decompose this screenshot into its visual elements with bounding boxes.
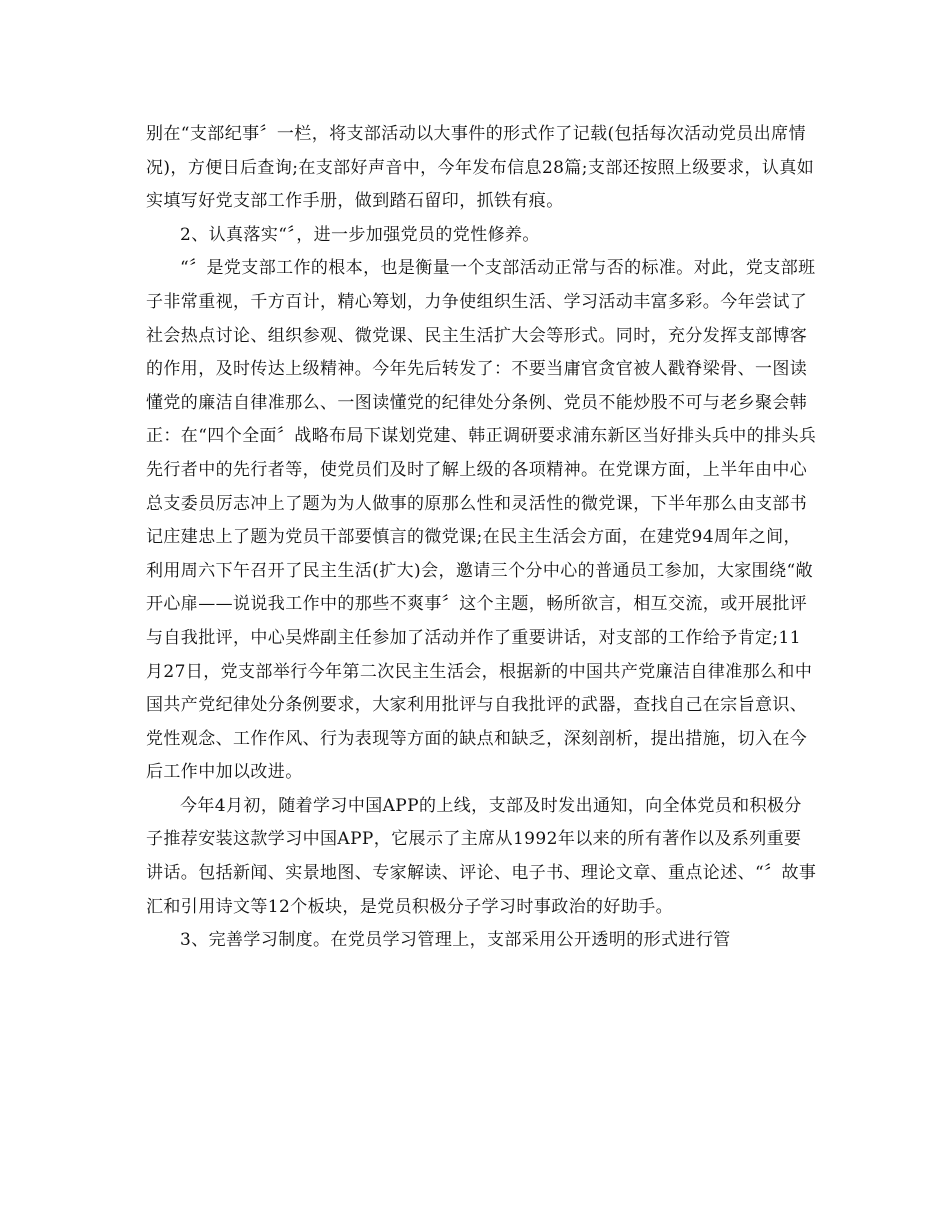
paragraph-5: 3、完善学习制度。在党员学习管理上，支部采用公开透明的形式进行管 xyxy=(180,930,731,951)
paragraph-4: 今年4月初，随着学习中国APP的上线，支部及时发出通知，向全体党员和积极分子推荐安装这款学习中国APP，它展示了主席从1992年以来的所有著作以及系列重要讲话。包括新闻、实景地图、专家解读、评论、电子书、理论文章、重点论述、“〞故事汇和引用诗文等12个板块，是党员积极分子学习时事政治的好助手。 xyxy=(146,795,817,917)
paragraph-3: “〞是党支部工作的根本，也是衡量一个支部活动正常与否的标准。对此，党支部班子非常重视，千方百计，精心筹划，力争使组织生活、学习活动丰富多彩。今年尝试了社会热点讨论、组织参观、微党课、民主生活扩大会等形式。同时，充分发挥支部博客的作用，及时传达上级精神。今年先后转发了：不要当庸官贪官被人戳脊梁骨、一图读懂党的廉洁自律准那么、一图读懂党的纪律处分条例、党员不能炒股不可与老乡聚会韩正：在“四个全面〞战略布局下谋划党建、韩正调研要求浦东新区当好排头兵中的排头兵先行者中的先行者等，使党员们及时了解上级的各项精神。在党课方面，上半年由中心总支委员厉志冲上了题为为人做事的原那么性和灵活性的微党课，下半年那么由支部书记庄建忠上了题为党员干部要慎言的微党课;在民主生活会方面，在建党94周年之间，利用周六下午召开了民主生活(扩大)会，邀请三个分中心的普通员工参加，大家围绕“敞开心扉——说说我工作中的那些不爽事〞这个主题，畅所欲言，相互交流，或开展批评与自我批评，中心吴烨副主任参加了活动并作了重要讲话，对支部的工作给予肯定;11月27日，党支部举行今年第二次民主生活会，根据新的中国共产党廉洁自律准那么和中国共产党纪律处分条例要求，大家利用批评与自我批评的武器，查找自己在宗旨意识、党性观念、工作作风、行为表现等方面的缺点和缺乏，深刻剖析，提出措施，切入在今后工作中加以改进。 xyxy=(146,258,817,783)
paragraph-1: 别在“支部纪事〞一栏，将支部活动以大事件的形式作了记载(包括每次活动党员出席情况)，方便日后查询;在支部好声音中，今年发布信息28篇;支部还按照上级要求，认真如实填写好党支部工作手册，做到踏石留印，抓铁有痕。 xyxy=(146,124,815,212)
document-body xyxy=(146,118,818,958)
paragraph-2: 2、认真落实“〞，进一步加强党员的党性修养。 xyxy=(180,224,540,245)
